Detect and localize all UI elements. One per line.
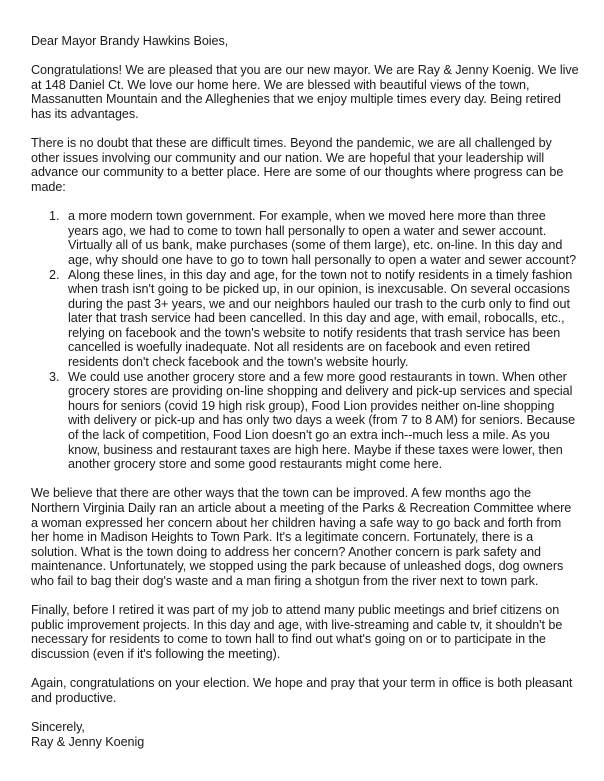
list-item — [31, 268, 579, 370]
concerns-paragraph: There is no doubt that these are difficult times. Beyond the pandemic, we are all challenged by other issues involving our community and our nation. We are hopeful that your leadership will advance our community to a better place. Here are some of our thoughts where progress can be made: — [31, 136, 564, 194]
congratulations-paragraph: Again, congratulations on your election. We hope and pray that your term in office is both pleasant and productive. — [31, 676, 573, 705]
letter-page — [31, 34, 579, 749]
list-item — [31, 370, 579, 472]
list-item-number: 1. — [49, 209, 60, 224]
intro-paragraph: Congratulations! We are pleased that you are our new mayor. We are Ray & Jenny Koenig. We live at 148 Daniel Ct. We love our home here. We are blessed with beautiful views of the town, Massanutten Mountain and the Alleghenies that we enjoy multiple times every day. Being retired has its advantages. — [31, 63, 579, 121]
list-item-number: 3. — [49, 369, 60, 384]
letter-closing: Sincerely, — [31, 719, 85, 734]
list-item-text: We could use another grocery store and a few more good restaurants in town. When other grocery stores are providing on-line shopping and delivery and pick-up services and special hours for seniors (covid 19 high risk group), Food Lion provides neither on-line shopping with delivery or pick-up and has only two days a week (from 7 to 8 AM) for seniors. Because of the lack of competition, Food Lion doesn't go an extra inch--much less a mile. As you know, business and restaurant taxes are high here. Maybe if these taxes were lower, then another grocery store and some good restaurants might come here. — [68, 369, 576, 472]
park-paragraph: We believe that there are other ways that the town can be improved. A few months ago the Northern Virginia Daily ran an article about a meeting of the Parks & Recreation Committee where a woman expressed her concern about her children having a safe way to go back and forth from her home in Madison Heights to Town Park. It's a legitimate concern. Fortunately, there is a solution. What is the town doing to address her concern? Another concern is park safety and maintenance. Unfortunately, we stopped using the park because of unleashed dogs, dog owners who fail to bag their dog's waste and a man firing a shotgun from the river next to town park. — [31, 486, 572, 588]
list-item — [31, 209, 579, 267]
letter-salutation: Dear Mayor Brandy Hawkins Boies, — [31, 34, 229, 48]
list-item-text: a more modern town government. For example, when we moved here more than three years ago, we had to come to town hall personally to open a water and sewer account. Virtually all of us bank, make purchases (some of them large), etc. on-line. In this day and age, why should one have to go to town hall personally to open a water and sewer account? — [68, 209, 577, 267]
meetings-paragraph: Finally, before I retired it was part of my job to attend many public meetings and brief citizens on public improvement projects. In this day and age, with live-streaming and cable tv, it shouldn't be necessary for residents to come to town hall to find out what's going on or to participate in the discussion (even if it's following the meeting). — [31, 603, 563, 661]
list-item-text: Along these lines, in this day and age, for the town not to notify residents in a timely fashion when trash isn't going to be picked up, in our opinion, is inexcusable. On several occasions during the past 3+ years, we and our neighbors hauled our trash to the curb only to find out later that trash service had been cancelled. In this day and age, with email, robocalls, etc., relying on facebook and the town's website to notify residents that trash service has been cancelled is woefully inadequate. Not all residents are on facebook and even retired residents don't check facebook and the town's website hourly. — [68, 267, 573, 370]
suggestions-list — [31, 209, 579, 472]
list-item-number: 2. — [49, 267, 60, 282]
letter-signature: Ray & Jenny Koenig — [31, 734, 145, 749]
